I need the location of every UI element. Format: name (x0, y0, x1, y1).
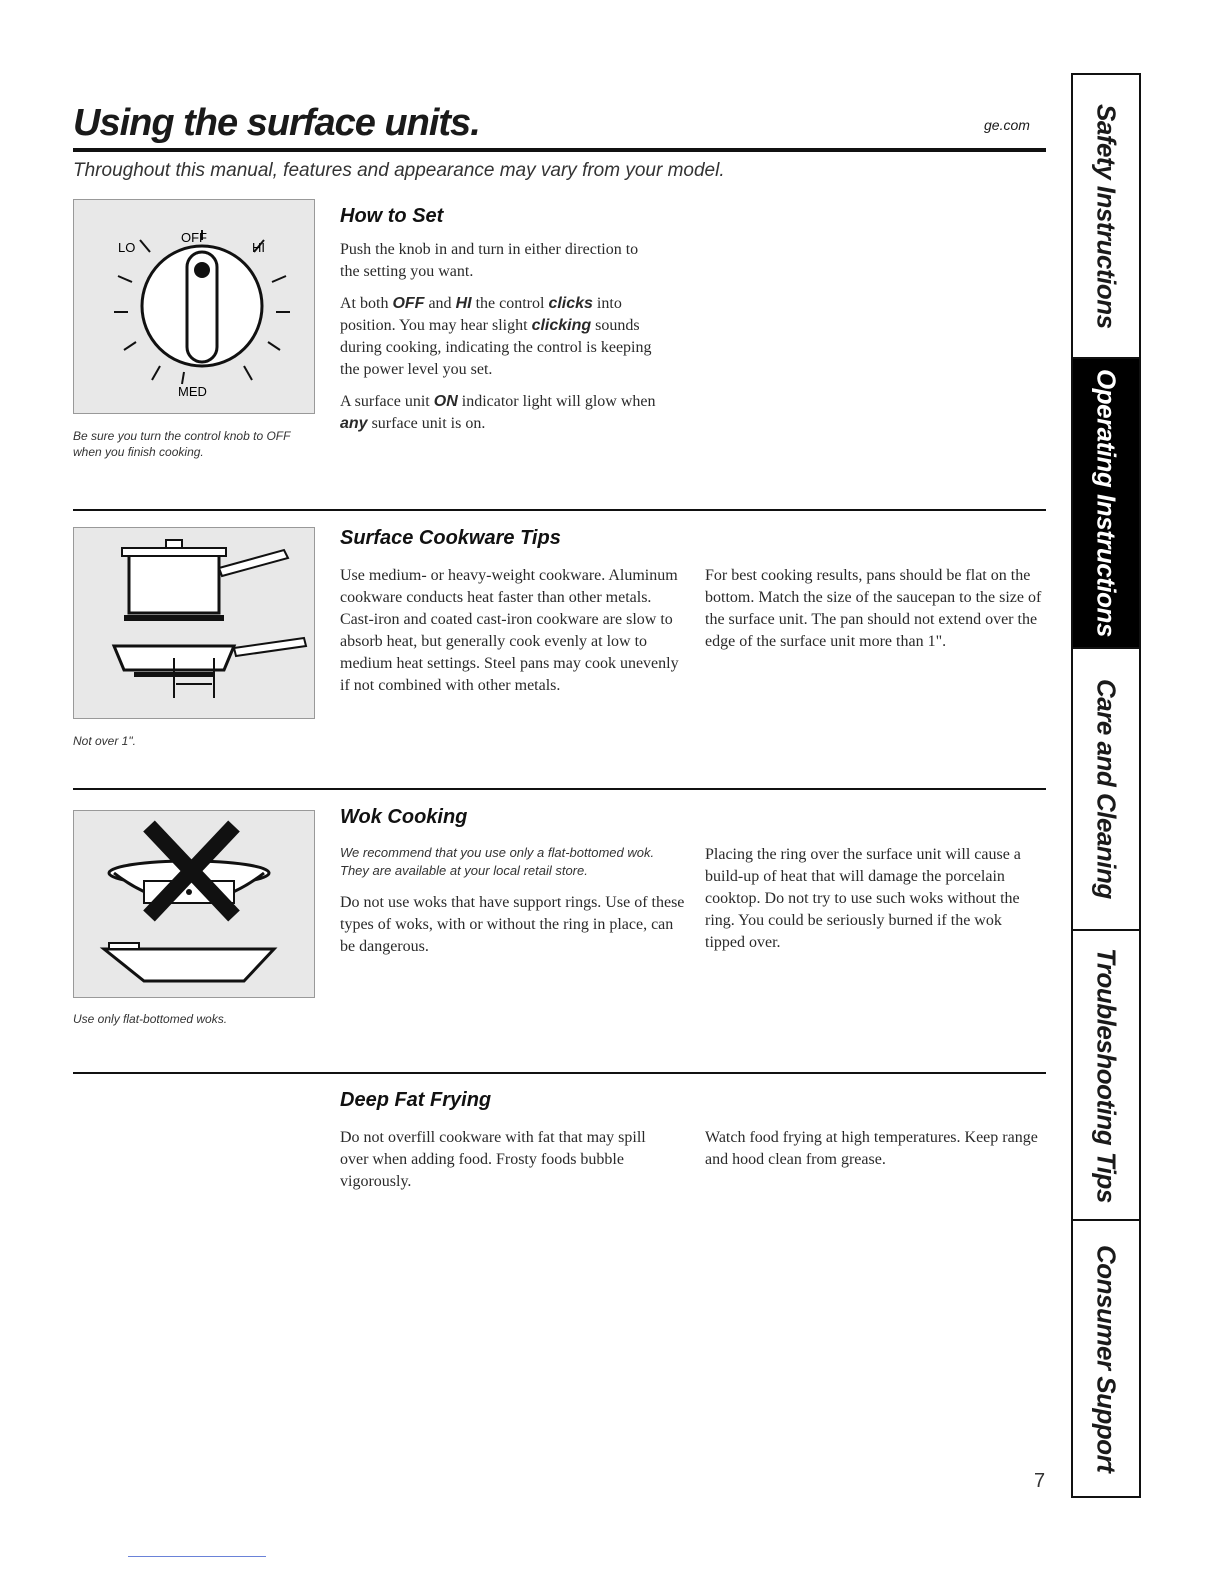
title-rule (73, 148, 1046, 152)
section-divider (73, 1072, 1046, 1074)
wok-col1: Do not use woks that have support rings. Use of these types of woks, with or without the ring in place, can be dangerous. (340, 894, 685, 955)
knob-caption: Be sure you turn the control knob to OFF when you finish cooking. (73, 429, 291, 459)
section-divider (73, 509, 1046, 511)
cookware-col1: Use medium- or heavy-weight cookware. Aluminum cookware conducts heat faster than other metals. Cast-iron and coated cast-iron cookware are slow to absorb heat, but generally cook evenly at low to medium heat settings. Steel pans may cook unevenly if not combined with other metals. (340, 567, 679, 694)
knob-illustration (73, 199, 315, 414)
cookware-illustration (73, 527, 315, 719)
how-to-set-body (340, 239, 660, 445)
cookware-caption: Not over 1". (73, 734, 136, 748)
footer-line (128, 1556, 266, 1557)
wok-illustration (73, 810, 315, 998)
how-to-set-p1: Push the knob in and turn in either direction to the setting you want. (340, 241, 639, 280)
how-to-set-p3: A surface unit ON indicator light will glow when any surface unit is on. (340, 393, 656, 432)
how-to-set-p2: At both OFF and HI the control clicks into position. You may hear slight clicking sounds during cooking, indicating the control is keeping the power level you set. (340, 295, 652, 378)
tab-troubleshooting-tips[interactable]: Troubleshooting Tips (1073, 931, 1139, 1221)
tab-consumer-support[interactable]: Consumer Support (1091, 1244, 1122, 1473)
deep-fat-heading: Deep Fat Frying (340, 1089, 492, 1111)
how-to-set-heading: How to Set (340, 205, 444, 227)
tab-care-and-cleaning[interactable]: Care and Cleaning (1073, 649, 1139, 931)
section-divider (73, 788, 1046, 790)
section-tabs (1071, 73, 1141, 1498)
knob-label-hi: HI (252, 240, 265, 255)
wok-note: We recommend that you use only a flat-bottomed wok. They are available at your local retail store. (340, 845, 655, 878)
page-number: 7 (1034, 1470, 1046, 1492)
cookware-heading: Surface Cookware Tips (340, 527, 561, 549)
page-title: Using the surface units. (73, 102, 480, 144)
wok-heading: Wok Cooking (340, 806, 468, 828)
page-subtitle: Throughout this manual, features and appearance may vary from your model. (73, 160, 725, 181)
tab-operating-instructions[interactable]: Operating Instructions (1073, 359, 1139, 649)
site-link[interactable]: ge.com (984, 117, 1030, 133)
wok-caption: Use only flat-bottomed woks. (73, 1012, 228, 1026)
knob-label-off: OFF (181, 230, 207, 245)
deep-fat-col1: Do not overfill cookware with fat that may spill over when adding food. Frosty foods bubble vigorously. (340, 1129, 646, 1190)
tab-safety-instructions[interactable]: Safety Instructions (1073, 75, 1139, 359)
deep-fat-col2: Watch food frying at high temperatures. Keep range and hood clean from grease. (705, 1129, 1038, 1168)
wok-col2: Placing the ring over the surface unit will cause a build-up of heat that will damage the porcelain cooktop. Do not try to use such woks without the ring. You could be seriously burned if the wok tipped over. (705, 846, 1021, 951)
knob-label-lo: LO (118, 240, 136, 255)
cookware-col2: For best cooking results, pans should be flat on the bottom. Match the size of the saucepan to the size of the surface unit. The pan should not extend over the edge of the surface unit more than 1". (705, 567, 1042, 650)
wok-col1-block (340, 844, 685, 958)
knob-label-med: MED (178, 384, 207, 399)
